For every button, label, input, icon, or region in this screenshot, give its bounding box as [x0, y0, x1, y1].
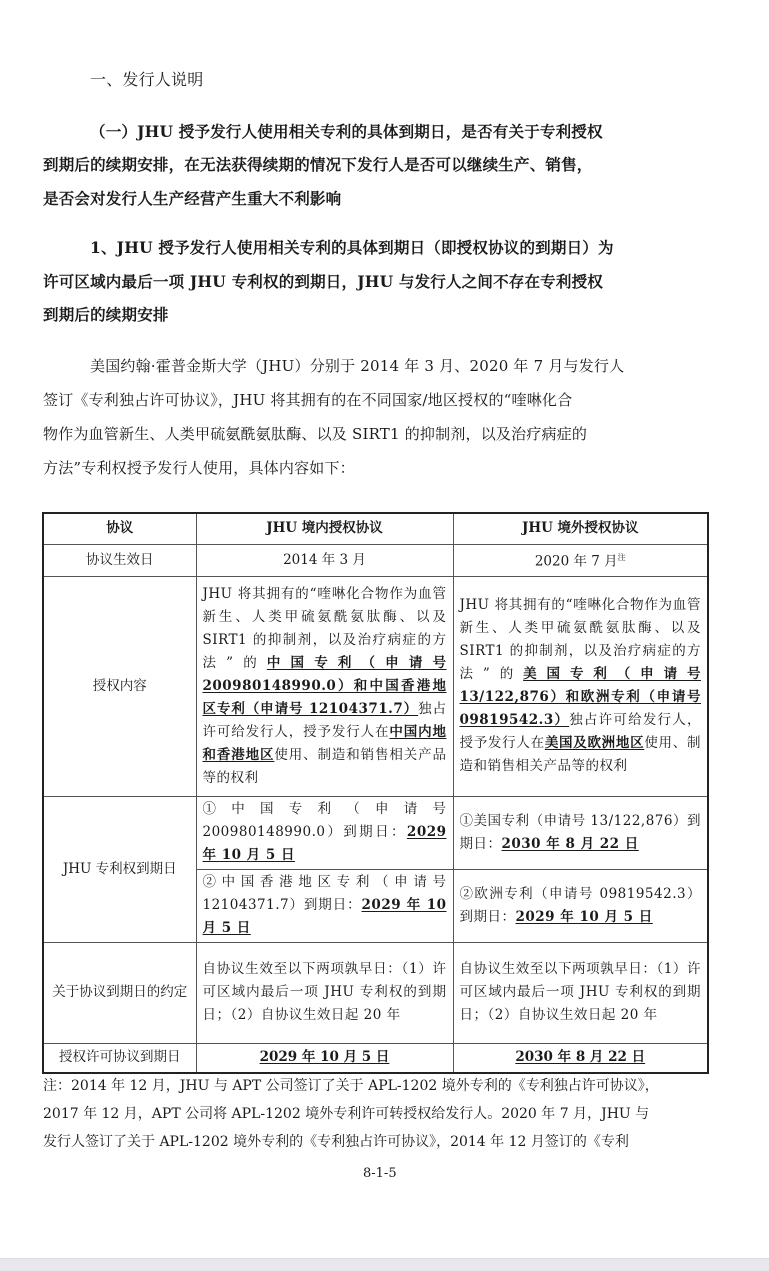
- expiry-terms-domestic: 自协议生效至以下两项孰早日：（1）许可区域内最后一项 JHU 专利权的到期日；（2）自协议生效日起 20 年: [196, 942, 453, 1043]
- license-expiry-domestic-date: 2029 年 10 月 5 日: [259, 1049, 390, 1066]
- patent-expiry-text: ②欧洲专利（申请号 09819542.3）到期日：: [459, 885, 701, 925]
- page-gutter: [0, 1258, 769, 1271]
- footnote-line-1: 注：2014 年 12 月，JHU 与 APT 公司签订了关于 APL-1202 境外专利的《专利独占许可协议》，: [43, 1078, 659, 1094]
- grant-foreign-text-post: 使用、制造和销售相关产品等的权利: [459, 735, 701, 774]
- license-expiry-domestic: [196, 1043, 453, 1073]
- question-line-2: 到期后的续期安排，在无法获得续期的情况下发行人是否可以继续生产、销售，: [43, 155, 593, 174]
- patent-expiry-date: 2029 年 10 月 5 日: [515, 908, 653, 925]
- table-row-effective-date: [43, 544, 708, 576]
- intro-line-2: 签订《专利独占许可协议》，JHU 将其拥有的在不同国家/地区授权的“喹啉化合: [43, 391, 573, 409]
- table-row-license-expiry: [43, 1043, 708, 1073]
- patent-expiry-text: ①美国专利（申请号 13/122,876）到期日：: [459, 812, 701, 852]
- grant-foreign-patents: 美国专利（申请号 13/122,876）和欧洲专利（申请号 09819542.3）: [459, 666, 702, 728]
- patent-expiry-date: 2030 年 8 月 22 日: [501, 835, 639, 852]
- grant-foreign-region: 美国及欧洲地区: [544, 735, 645, 751]
- table-header-row: [43, 513, 708, 544]
- license-expiry-label: 授权许可协议到期日: [43, 1043, 196, 1073]
- expiry-terms-foreign: 自协议生效至以下两项孰早日：（1）许可区域内最后一项 JHU 专利权的到期日；（2）自协议生效日起 20 年: [453, 942, 708, 1043]
- grant-domestic-region: 中国内地和香港地区: [202, 723, 447, 763]
- effective-date-domestic: 2014 年 3 月: [196, 544, 453, 576]
- patent-expiry-label: JHU 专利权到期日: [43, 796, 196, 942]
- intro-line-3: 物作为血管新生、人类甲硫氨酰氨肽酶、以及 SIRT1 的抑制剂，以及治疗病症的: [43, 425, 588, 443]
- grant-foreign-text: JHU 将其拥有的“喹啉化合物作为血管新生、人类甲硫氨酰氨肽酶、以及 SIRT1 的抑制剂，以及治疗病症的方法”的: [459, 597, 701, 682]
- grant-domestic-text: JHU 将其拥有的“喹啉化合物作为血管新生、人类甲硫氨酰氨肽酶、以及 SIRT1 的抑制剂，以及治疗病症的方法”的: [202, 585, 447, 671]
- page-number: 8-1-5: [363, 1166, 397, 1181]
- effective-date-foreign: [453, 544, 708, 576]
- patent-expiry-domestic-2: [196, 869, 453, 942]
- license-expiry-foreign-date: 2030 年 8 月 22 日: [515, 1049, 646, 1066]
- answer-heading-line-3: 到期后的续期安排: [43, 305, 169, 324]
- grant-content-label: 授权内容: [43, 576, 196, 796]
- patent-expiry-date: 2029 年 10 月 5 日: [202, 897, 447, 936]
- section-title: 一、发行人说明: [90, 70, 204, 89]
- table-row-patent-expiry-1: [43, 796, 708, 869]
- effective-date-foreign-value: 2020 年 7 月: [534, 553, 618, 570]
- table-row-expiry-terms: [43, 942, 708, 1043]
- grant-domestic-patents: 中国专利（申请号 200980148990.0）和中国香港地区专利（申请号 12104371.7）: [202, 654, 447, 717]
- footnote-line-2: 2017 年 12 月，APT 公司将 APL-1202 境外专利许可转授权给发行人。2020 年 7 月，JHU 与: [43, 1106, 650, 1122]
- header-domestic: JHU 境内授权协议: [196, 513, 453, 544]
- patent-expiry-domestic-1: [196, 796, 453, 869]
- grant-content-domestic: [196, 576, 453, 796]
- license-agreement-table: [42, 512, 709, 1074]
- patent-expiry-text: ②中国香港地区专利（申请号 12104371.7）到期日：: [202, 874, 447, 913]
- patent-expiry-text: ① 中 国 专 利 （ 申 请 号 200980148990.0）到期日：: [202, 801, 447, 840]
- grant-foreign-text-mid: 独占许可给发行人，授予发行人在: [459, 712, 702, 751]
- patent-expiry-date: 2029 年 10 月 5 日: [202, 824, 447, 863]
- grant-domestic-text-post: 使用、制造和销售相关产品等的权利: [202, 746, 447, 786]
- question-line-1: （一）JHU 授予发行人使用相关专利的具体到期日，是否有关于专利授权: [90, 122, 603, 141]
- intro-line-1: 美国约翰·霍普金斯大学（JHU）分别于 2014 年 3 月、2020 年 7 月与发行人: [90, 357, 625, 375]
- note-marker: 注: [617, 553, 626, 563]
- header-agreement: 协议: [43, 513, 196, 544]
- intro-line-4: 方法”专利权授予发行人使用，具体内容如下：: [43, 459, 355, 477]
- grant-domestic-text-mid: 独占许可给发行人，授予发行人在: [202, 700, 447, 740]
- expiry-terms-label: 关于协议到期日的约定: [43, 942, 196, 1043]
- effective-date-label: 协议生效日: [43, 544, 196, 576]
- table-row-grant-content: [43, 576, 708, 796]
- footnote-line-3: 发行人签订了关于 APL-1202 境外专利的《专利独占许可协议》，2014 年 12 月签订的《专利: [43, 1134, 629, 1150]
- grant-content-foreign: [453, 576, 708, 796]
- question-line-3: 是否会对发行人生产经营产生重大不利影响: [43, 189, 342, 208]
- answer-heading-line-1: 1、JHU 授予发行人使用相关专利的具体到期日（即授权协议的到期日）为: [90, 238, 614, 257]
- answer-heading-line-2: 许可区域内最后一项 JHU 专利权的到期日，JHU 与发行人之间不存在专利授权: [43, 272, 603, 291]
- header-foreign: JHU 境外授权协议: [453, 513, 708, 544]
- license-expiry-foreign: [453, 1043, 708, 1073]
- patent-expiry-foreign-2: [453, 869, 708, 942]
- patent-expiry-foreign-1: [453, 796, 708, 869]
